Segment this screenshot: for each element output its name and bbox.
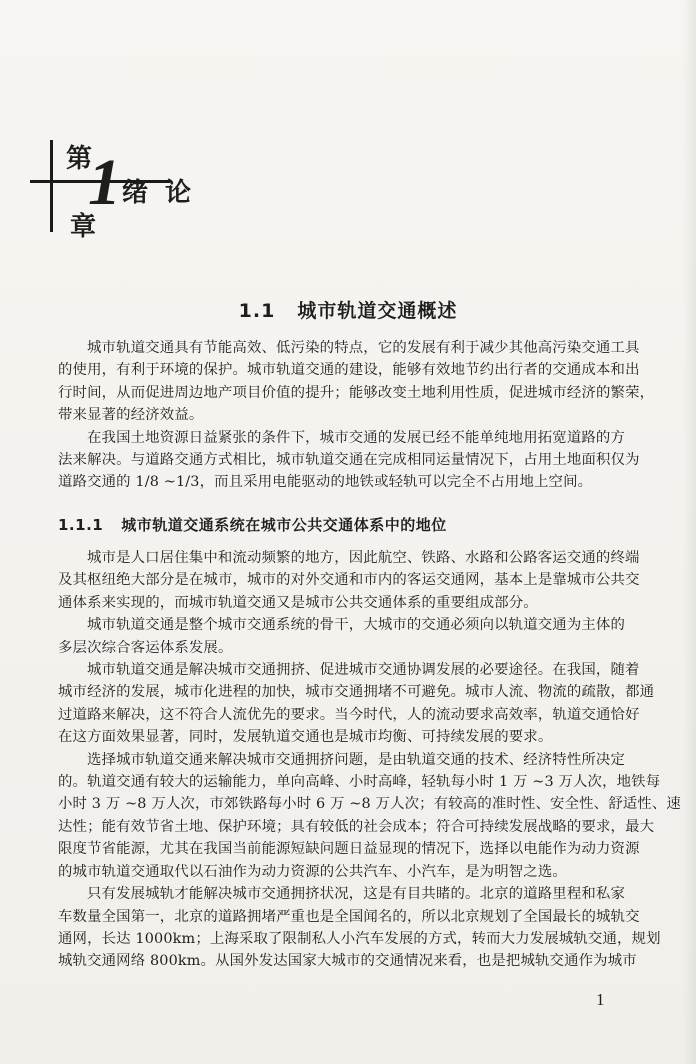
intro-text: [58, 337, 655, 494]
text-line: 城市轨道交通具有节能高效、低污染的特点，它的发展有利于减少其他高污染交通工具: [87, 340, 640, 356]
text-line: 城市轨道交通是解决城市交通拥挤、促进城市交通协调发展的必要途径。在我国，随着: [87, 662, 640, 679]
chapter-di-glyph: 第: [66, 144, 93, 174]
body-text: [58, 547, 681, 973]
paragraph: [58, 659, 655, 749]
paragraph: [58, 547, 640, 614]
text-line: 的。轨道交通有较大的运输能力，单向高峰、小时高峰，轻轨每小时 1 万 ~3 万人次，地铁每: [58, 774, 661, 791]
text-line: 法来解决。与道路交通方式相比，城市轨道交通在完成相同运量情况下，占用土地面积仅为: [58, 452, 640, 469]
chapter-number: 1: [88, 146, 121, 219]
chapter-heading: [30, 132, 210, 242]
section-number: 1.1: [238, 300, 276, 322]
paragraph: [58, 337, 655, 427]
text-line: 的使用，有利于环境的保护。城市轨道交通的建设，能够有效地节约出行者的交通成本和出: [58, 362, 640, 379]
section-title: 城市轨道交通概述: [297, 300, 458, 322]
chapter-zhang-glyph: 章: [70, 212, 97, 242]
paragraph: [58, 749, 681, 883]
text-line: 小时 3 万 ~8 万人次，市郊铁路每小时 6 万 ~8 万人次；有较高的准时性、安全性、舒适性、速: [58, 796, 681, 813]
text-line: 道路交通的 1/8 ~1/3，而且采用电能驱动的地铁或轻轨可以完全不占用地上空间。: [58, 474, 593, 491]
paragraph: [58, 614, 636, 659]
text-line: 通网，长达 1000km；上海采取了限制私人小汽车发展的方式，转而大力发展城轨交通，规划: [58, 930, 661, 947]
paragraph: [58, 883, 661, 973]
subsection-number: 1.1.1: [58, 516, 104, 534]
page-number: 1: [596, 990, 605, 1009]
text-line: 及其枢纽绝大部分是在城市，城市的对外交通和市内的客运交通网，基本上是靠城市公共交: [58, 572, 640, 589]
text-line: 行时间，从而促进周边地产项目价值的提升；能够改变土地利用性质，促进城市经济的繁荣，: [58, 384, 655, 401]
subsection-heading: [58, 514, 447, 535]
text-line: 在我国土地资源日益紧张的条件下，城市交通的发展已经不能单纯地用拓宽道路的方: [87, 429, 626, 446]
page-edge-shadow: [682, 0, 696, 1064]
text-line: 城市是人口居住集中和流动频繁的地方，因此航空、铁路、水路和公路客运交通的终端: [87, 550, 640, 566]
text-line: 限度节省能源，尤其在我国当前能源短缺问题日益显现的情况下，选择以电能作为动力资源: [58, 841, 640, 858]
paragraph: [58, 427, 640, 494]
text-line: 达性；能有效节省土地、保护环境；具有较低的社会成本；符合可持续发展战略的要求，最大: [58, 818, 655, 835]
text-line: 的城市轨道交通取代以石油作为动力资源的公共汽车、小汽车，是为明智之选。: [58, 863, 567, 880]
text-line: 车数量全国第一，北京的道路拥堵严重也是全国闻名的，所以北京规划了全国最长的城轨交: [58, 908, 640, 925]
subsection-title: 城市轨道交通系统在城市公共交通体系中的地位: [121, 516, 447, 534]
text-line: 通体系来实现的，而城市轨道交通又是城市公共交通体系的重要组成部分。: [58, 594, 538, 611]
text-line: 过道路来解决，这不符合人流优先的要求。当今时代，人的流动要求高效率，轨道交通恰好: [58, 706, 640, 723]
text-line: 在这方面效果显著，同时，发展轨道交通也是城市均衡、可持续发展的要求。: [58, 729, 553, 746]
text-line: 多层次综合客运体系发展。: [58, 639, 233, 656]
chapter-vertical-rule: [50, 140, 53, 232]
chapter-title: 绪 论: [122, 178, 196, 208]
text-line: 只有发展城轨才能解决城市交通拥挤状况，这是有目共睹的。北京的道路里程和私家: [87, 886, 626, 903]
text-line: 城轨交通网络 800km。从国外发达国家大城市的交通情况来看，也是把城轨交通作为城市: [58, 953, 637, 970]
text-line: 带来显著的经济效益。: [58, 407, 204, 424]
text-line: 选择城市轨道交通来解决城市交通拥挤问题，是由轨道交通的技术、经济特性所决定: [87, 751, 626, 768]
text-line: 城市经济的发展，城市化进程的加快，城市交通拥堵不可避免。城市人流、物流的疏散，都通: [58, 684, 655, 701]
text-line: 城市轨道交通是整个城市交通系统的骨干，大城市的交通必须向以轨道交通为主体的: [87, 617, 626, 634]
section-heading: [0, 296, 696, 323]
